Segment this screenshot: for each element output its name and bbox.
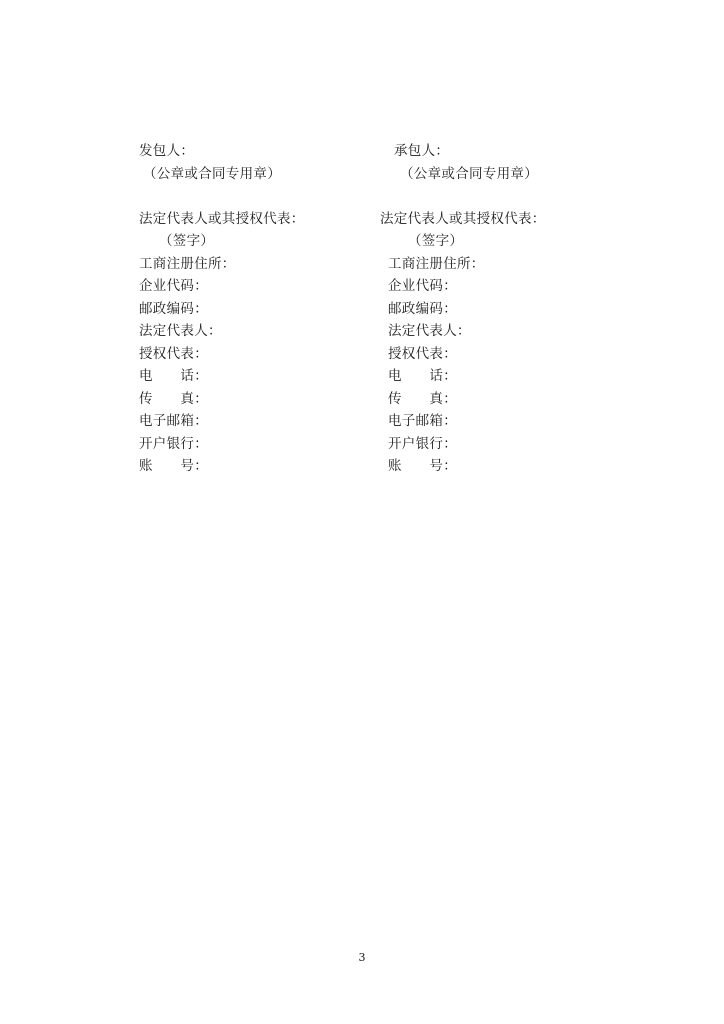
- contractor-field-authorized-representative: 授权代表：: [388, 345, 457, 362]
- contractor-field-address: 工商注册住所：: [388, 255, 485, 272]
- contractor-field-account: 账 号：: [388, 458, 457, 474]
- contractor-field-phone: 电 话：: [388, 368, 457, 384]
- contractor-sign-note: （签字）: [408, 233, 464, 249]
- contractor-field-email: 电子邮箱：: [388, 413, 457, 429]
- contractor-field-bank: 开户银行：: [388, 435, 457, 452]
- contractor-field-enterprise-code: 企业代码：: [388, 278, 457, 294]
- contractor-label: 承包人：: [394, 143, 450, 159]
- contractor-signature-block: [380, 140, 610, 478]
- employer-field-authorized-representative: 授权代表：: [139, 345, 208, 362]
- contractor-field-fax: 传 真：: [388, 390, 457, 407]
- contractor-stamp-note: （公章或合同专用章）: [400, 165, 538, 182]
- employer-field-legal-representative: 法定代表人：: [139, 323, 222, 339]
- employer-signature-block: [139, 140, 369, 478]
- employer-field-bank: 开户银行：: [139, 435, 208, 452]
- employer-field-address: 工商注册住所：: [139, 255, 236, 272]
- employer-field-email: 电子邮箱：: [139, 413, 208, 429]
- contractor-representative-label: 法定代表人或其授权代表：: [380, 210, 546, 227]
- employer-field-enterprise-code: 企业代码：: [139, 278, 208, 294]
- spacer: [380, 185, 610, 208]
- contractor-field-postal-code: 邮政编码：: [388, 300, 457, 317]
- employer-field-account: 账 号：: [139, 458, 208, 474]
- employer-sign-note: （签字）: [159, 233, 215, 249]
- employer-stamp-note: （公章或合同专用章）: [143, 165, 281, 182]
- page-number: 3: [358, 951, 366, 964]
- employer-label: 发包人：: [139, 143, 195, 159]
- employer-representative-label: 法定代表人或其授权代表：: [139, 210, 305, 227]
- employer-field-fax: 传 真：: [139, 390, 208, 407]
- employer-field-phone: 电 话：: [139, 368, 208, 384]
- spacer: [139, 185, 369, 208]
- contractor-field-legal-representative: 法定代表人：: [388, 323, 471, 339]
- employer-field-postal-code: 邮政编码：: [139, 300, 208, 317]
